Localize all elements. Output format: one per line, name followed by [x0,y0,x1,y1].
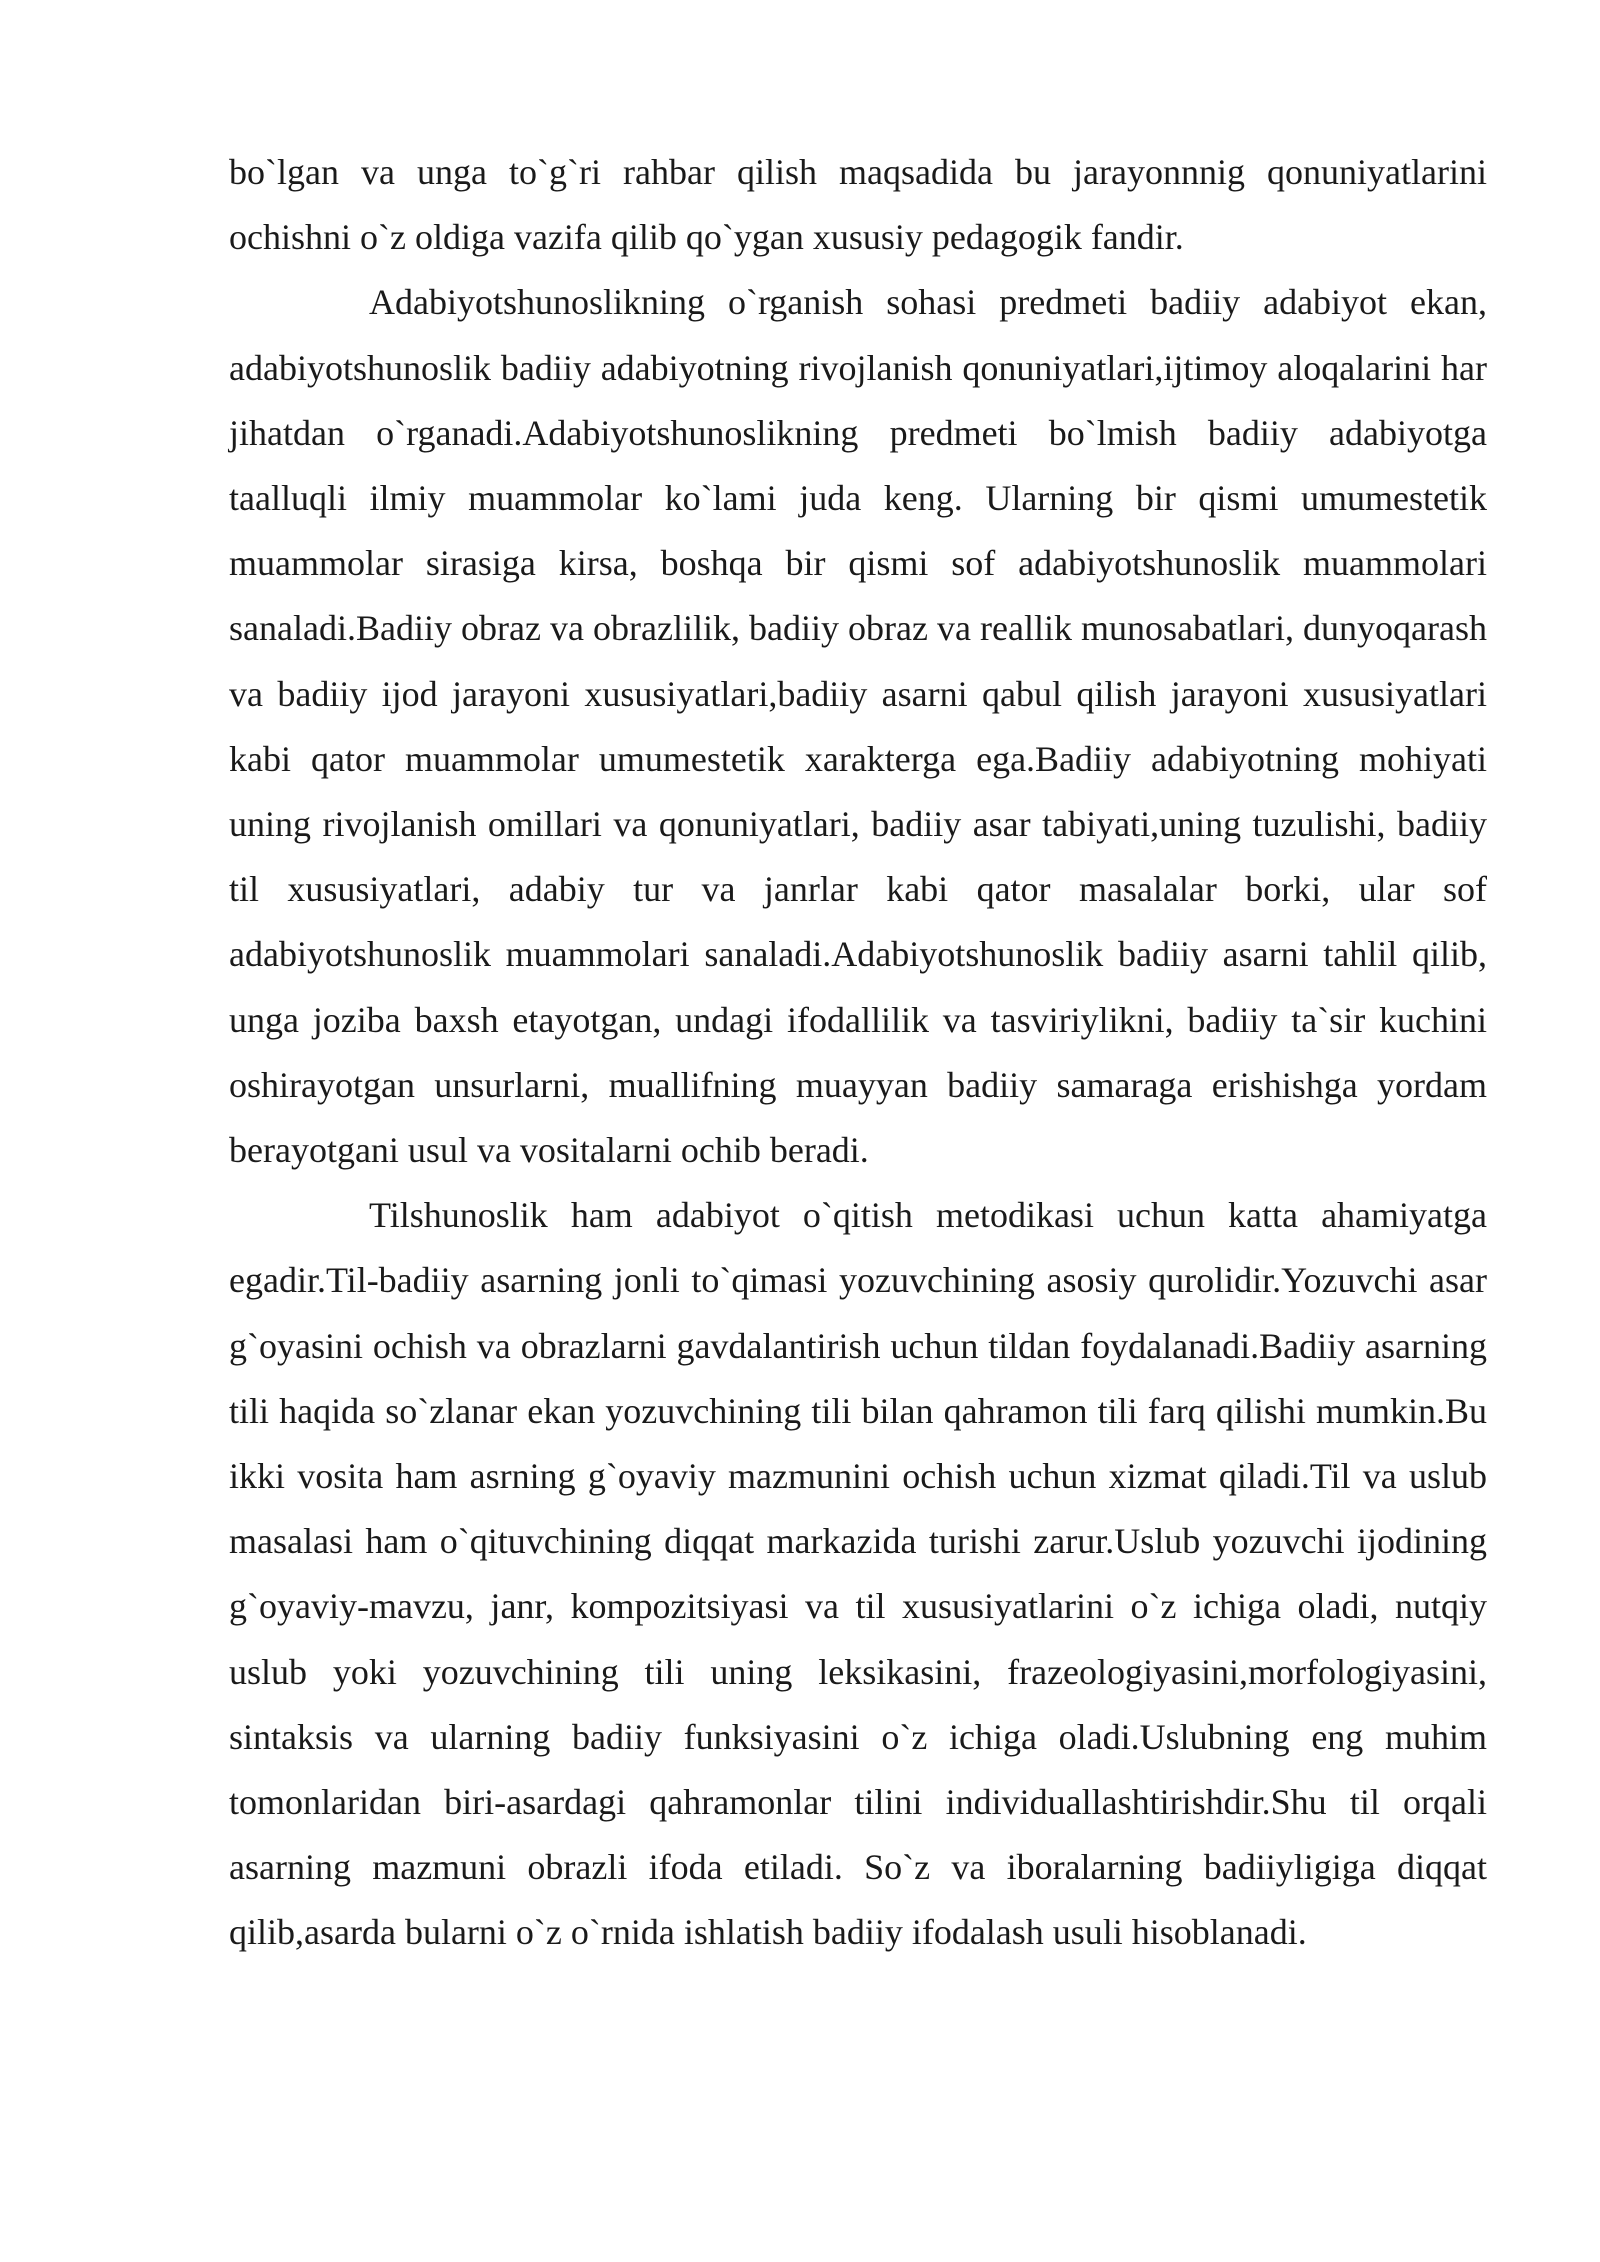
paragraph-2: Adabiyotshunoslikning o`rganish sohasi predmeti badiiy adabiyot ekan, adabiyotshunoslik badiiy adabiyotning rivojlanish qonuniyatlari,ijtimoy aloqalarini har jihatdan o`rganadi.Adabiyotshunoslikning predmeti bo`lmish badiiy adabiyotga taalluqli ilmiy muammolar ko`lami juda keng. Ularning bir qismi umumestetik muammolar sirasiga kirsa, boshqa bir qismi sof adabiyotshunoslik muammolari sanaladi.Badiiy obraz va obrazlilik, badiiy obraz va reallik munosabatlari, dunyoqarash va badiiy ijod jarayoni xususiyatlari,badiiy asarni qabul qilish jarayoni xususiyatlari kabi qator muammolar umumestetik xarakterga ega.Badiiy adabiyotning mohiyati uning rivojlanish omillari va qonuniyatlari, badiiy asar tabiyati,uning tuzulishi, badiiy til xususiyatlari, adabiy tur va janrlar kabi qator masalalar borki, ular sof adabiyotshunoslik muammolari sanaladi.Adabiyotshunoslik badiiy asarni tahlil qilib, unga joziba baxsh etayotgan, undagi ifodallilik va tasviriylikni, badiiy ta`sir kuchini oshirayotgan unsurlarni, muallifning muayyan badiiy samaraga erishishga yordam berayotgani usul va vositalarni ochib beradi. [229,282,1487,1171]
document-page [229,140,1487,1966]
paragraph-3: Tilshunoslik ham adabiyot o`qitish metodikasi uchun katta ahamiyatga egadir.Til-badiiy asarning jonli to`qimasi yozuvchining asosiy qurolidir.Yozuvchi asar g`oyasini ochish va obrazlarni gavdalantirish uchun tildan foydalanadi.Badiiy asarning tili haqida so`zlanar ekan yozuvchining tili bilan qahramon tili farq qilishi mumkin.Bu ikki vosita ham asrning g`oyaviy mazmunini ochish uchun xizmat qiladi.Til va uslub masalasi ham o`qituvchining diqqat markazida turishi zarur.Uslub yozuvchi ijodining g`oyaviy-mavzu, janr, kompozitsiyasi va til xususiyatlarini o`z ichiga oladi, nutqiy uslub yoki yozuvchining tili uning leksikasini, frazeologiyasini,morfologiyasini, sintaksis va ularning badiiy funksiyasini o`z ichiga oladi.Uslubning eng muhim tomonlaridan biri-asardagi qahramonlar tilini individuallashtirishdir.Shu til orqali asarning mazmuni obrazli ifoda etiladi. So`z va iboralarning badiiyligiga diqqat qilib,asarda bularni o`z o`rnida ishlatish badiiy ifodalash usuli hisoblanadi. [229,1195,1487,1953]
paragraph-1: bo`lgan va unga to`g`ri rahbar qilish maqsadida bu jarayonnnig qonuniyatlarini ochishni o`z oldiga vazifa qilib qo`ygan xususiy pedagogik fandir. [229,152,1487,258]
